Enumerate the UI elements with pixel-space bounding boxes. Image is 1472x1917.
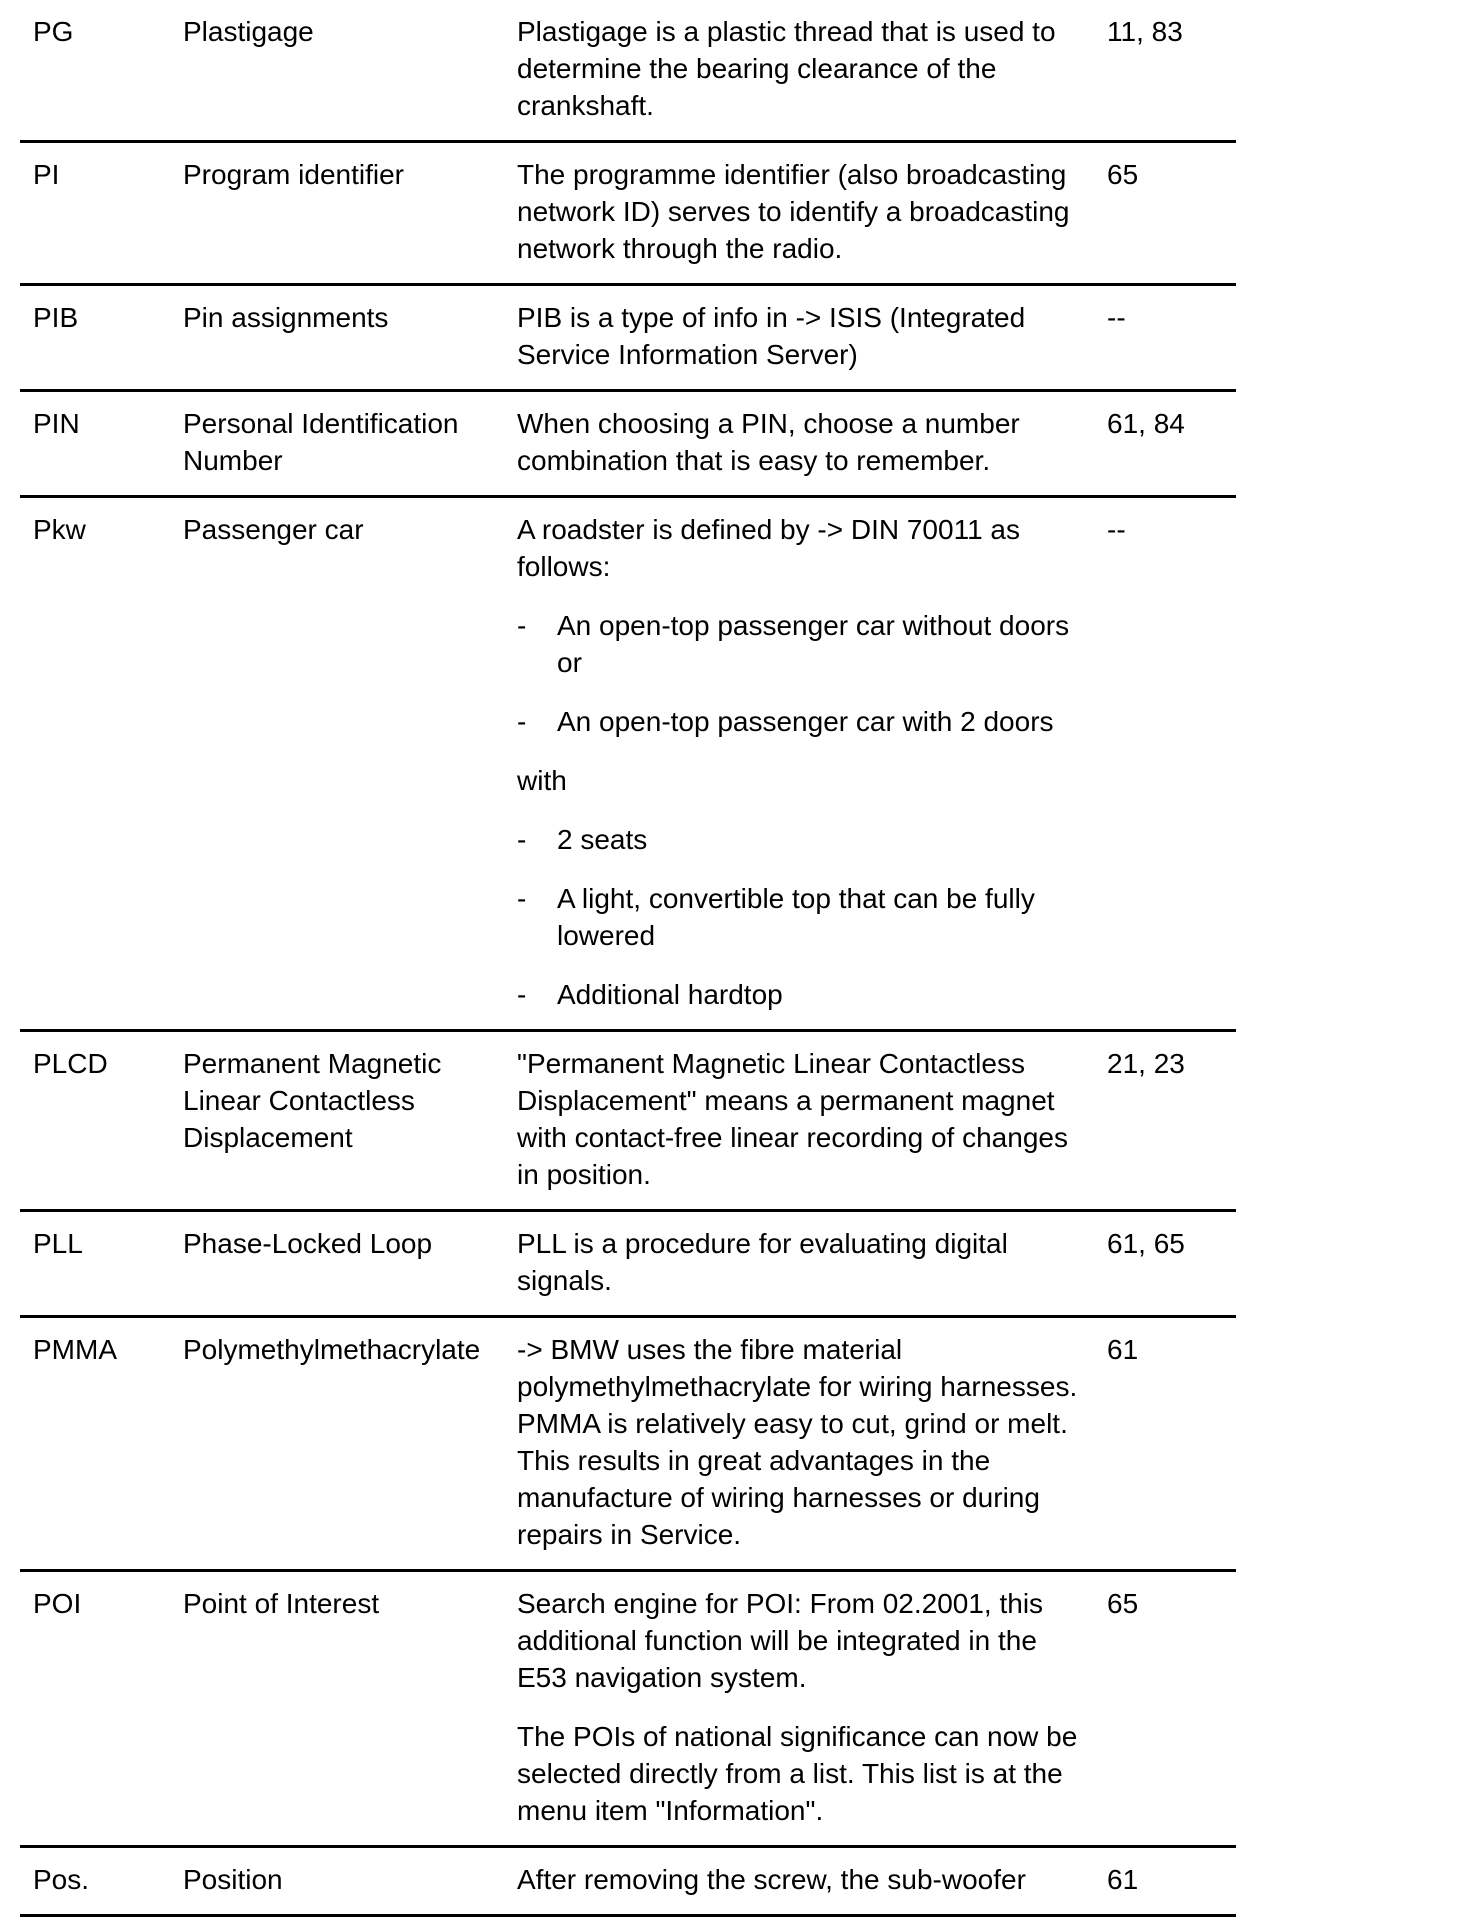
description-paragraph: After removing the screw, the sub-woofer: [517, 1864, 1026, 1895]
abbreviation-cell: PIN: [33, 408, 80, 439]
table-row: [20, 286, 1236, 392]
table-row: [20, 143, 1236, 286]
description-cell: [517, 511, 1107, 1013]
dash-bullet-marker: -: [517, 979, 527, 1010]
description-paragraph: Plastigage is a plastic thread that is used to determine the bearing clearance of the crankshaft.: [517, 16, 1056, 121]
page-reference-cell: 61: [1107, 1334, 1139, 1365]
term-cell: Permanent Magnetic Linear Contactless Displacement: [183, 1048, 442, 1153]
description-cell: [517, 1045, 1107, 1193]
bullet-item: [517, 703, 1089, 740]
dash-bullet-marker: -: [517, 610, 527, 641]
description-paragraph: The POIs of national significance can now be selected directly from a list. This list is at the menu item "Information".: [517, 1721, 1078, 1826]
abbreviation-cell: PLL: [33, 1228, 83, 1259]
table-row: [20, 392, 1236, 498]
description-cell: [517, 1331, 1107, 1553]
page-reference-cell: 21, 23: [1107, 1048, 1185, 1079]
page-reference-cell: --: [1107, 514, 1126, 545]
term-cell: Position: [183, 1864, 283, 1895]
page-reference-cell: 61: [1107, 1864, 1139, 1895]
description-paragraph: The programme identifier (also broadcasting network ID) serves to identify a broadcasting network through the radio.: [517, 159, 1070, 264]
description-paragraph: When choosing a PIN, choose a number combination that is easy to remember.: [517, 408, 1020, 476]
page-reference-cell: 61, 84: [1107, 408, 1185, 439]
term-cell: Personal Identification Number: [183, 408, 459, 476]
bullet-item: [517, 880, 1089, 954]
description-cell: [517, 299, 1107, 373]
description-paragraph: "Permanent Magnetic Linear Contactless Displacement" means a permanent magnet with contact-free linear recording of changes in position.: [517, 1048, 1068, 1190]
description-cell: [517, 1225, 1107, 1299]
table-row: [20, 1572, 1236, 1848]
page-reference-cell: 11, 83: [1107, 16, 1183, 47]
bullet-text: An open-top passenger car without doors or: [557, 610, 1070, 678]
description-paragraph: Search engine for POI: From 02.2001, this additional function will be integrated in the E53 navigation system.: [517, 1588, 1044, 1693]
description-cell: [517, 156, 1107, 267]
abbreviation-cell: PLCD: [33, 1048, 108, 1079]
term-cell: Polymethylmethacrylate: [183, 1334, 481, 1365]
description-paragraph: PLL is a procedure for evaluating digital signals.: [517, 1228, 1008, 1296]
bullet-text: 2 seats: [557, 824, 648, 855]
description-paragraph: A roadster is defined by -> DIN 70011 as follows:: [517, 514, 1020, 582]
page-reference-cell: 65: [1107, 159, 1139, 190]
dash-bullet-marker: -: [517, 883, 527, 914]
description-paragraph: with: [517, 765, 567, 796]
table-row: [20, 1318, 1236, 1572]
term-cell: Program identifier: [183, 159, 404, 190]
glossary-table: [20, 0, 1236, 1917]
abbreviation-cell: PI: [33, 159, 60, 190]
bullet-text: A light, convertible top that can be fully lowered: [557, 883, 1035, 951]
table-row: [20, 0, 1236, 143]
description-cell: [517, 405, 1107, 479]
bullet-item: [517, 607, 1089, 681]
description-paragraph: PIB is a type of info in -> ISIS (Integrated Service Information Server): [517, 302, 1026, 370]
description-cell: [517, 13, 1107, 124]
dash-bullet-marker: -: [517, 706, 527, 737]
abbreviation-cell: POI: [33, 1588, 82, 1619]
abbreviation-cell: PMMA: [33, 1334, 117, 1365]
table-row: [20, 1032, 1236, 1212]
description-cell: [517, 1585, 1107, 1829]
bullet-item: [517, 976, 1089, 1013]
table-row: [20, 498, 1236, 1032]
abbreviation-cell: PG: [33, 16, 74, 47]
page-reference-cell: --: [1107, 302, 1126, 333]
bullet-item: [517, 821, 1089, 858]
term-cell: Pin assignments: [183, 302, 389, 333]
abbreviation-cell: Pos.: [33, 1864, 90, 1895]
term-cell: Phase-Locked Loop: [183, 1228, 433, 1259]
page-reference-cell: 65: [1107, 1588, 1139, 1619]
abbreviation-cell: Pkw: [33, 514, 86, 545]
bullet-text: Additional hardtop: [557, 979, 783, 1010]
description-cell: [517, 1861, 1107, 1898]
table-row: [20, 1848, 1236, 1917]
abbreviation-cell: PIB: [33, 302, 79, 333]
term-cell: Plastigage: [183, 16, 314, 47]
bullet-text: An open-top passenger car with 2 doors: [557, 706, 1054, 737]
table-row: [20, 1212, 1236, 1318]
dash-bullet-marker: -: [517, 824, 527, 855]
term-cell: Passenger car: [183, 514, 364, 545]
description-paragraph: -> BMW uses the fibre material polymethylmethacrylate for wiring harnesses. PMMA is relatively easy to cut, grind or melt. This results in great advantages in the manufacture of wiring harnesses or during repairs in Service.: [517, 1334, 1078, 1550]
term-cell: Point of Interest: [183, 1588, 380, 1619]
page-reference-cell: 61, 65: [1107, 1228, 1185, 1259]
